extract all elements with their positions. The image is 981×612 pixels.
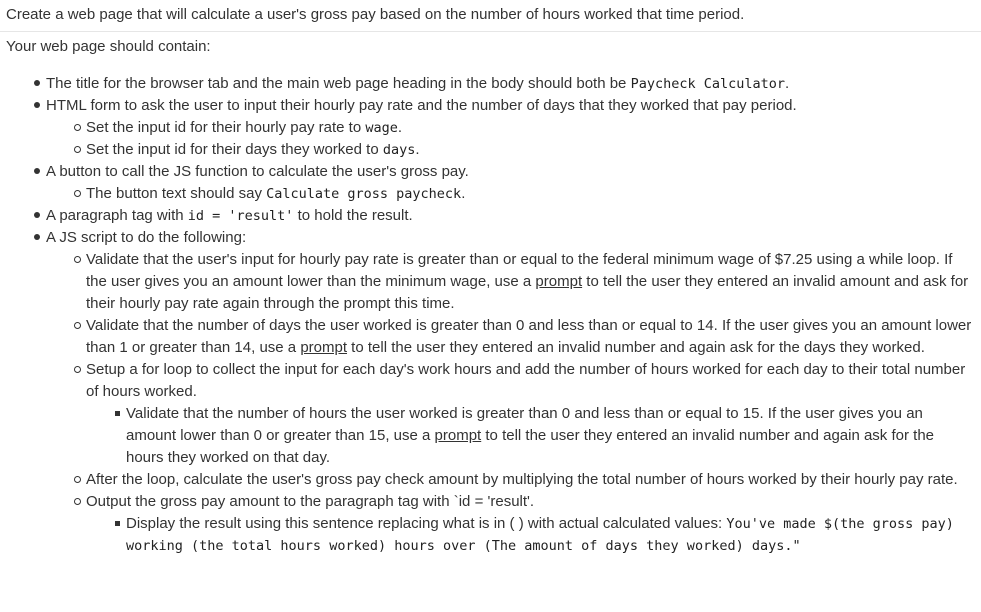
square-bullet-icon: [109, 513, 125, 535]
list-item-wage: Set the input id for their hourly pay rate to wage.: [0, 117, 975, 139]
loop-sublist: [86, 403, 975, 469]
circle-bullet-icon: [69, 249, 85, 271]
bullet-icon: [29, 161, 45, 183]
bullet-icon: [29, 95, 45, 117]
list-item-output: Output the gross pay amount to the paragraph tag with `id = 'result'. Display the result using this sentence replacing what is in ( ) with actual calculated values: You've made $(the gross pay) working (the total hours worked) hours over (The amount of days they worked) days.": [0, 491, 975, 557]
contain-heading: Your web page should contain:: [6, 38, 211, 55]
list-item-button-text: The button text should say Calculate gross paycheck.: [0, 183, 975, 205]
form-sublist: [46, 117, 975, 161]
code-output-sentence: You've made $(the gross pay) working (the total hours worked) hours over (The amount of days they worked) days.": [126, 516, 954, 554]
circle-bullet-icon: [69, 183, 85, 205]
list-item-form: HTML form to ask the user to input their hourly pay rate and the number of days that they worked that pay period. Set the input id for their hourly pay rate to wage. Set the input id for their days they worked to days.: [0, 95, 975, 161]
list-item-validate-hours: Validate that the number of hours the user worked is greater than 0 and less than or equal to 15. If the user gives you an amount lower than 0 or greater than 15, use a prompt to tell the user they entered an invalid number and again ask for the hours they worked on that day.: [0, 403, 975, 469]
list-item-title: The title for the browser tab and the main web page heading in the body should both be Paycheck Calculator.: [0, 73, 975, 95]
circle-bullet-icon: [69, 469, 85, 491]
list-item-script: A JS script to do the following: Validate that the user's input for hourly pay rate is greater than or equal to the federal minimum wage of $7.25 using a while loop. If the user gives you an amount lower than the minimum wage, use a prompt to tell the user they entered an invalid amount and ask for their hourly pay rate again through the prompt this time. Validate that the number of days the user worked is greater than 0 and less than or equal to 14. If the user gives you an amount lower than 1 or greater than 14, use a prompt to tell the user they entered an invalid number and again ask for the days they worked. Setup a for loop to collect the input for each day's work hours and add the number of hours worked for each day to their total number of hours worked. Validate that the number of hours the user worked is greater than 0 and less than or equal to 15. If the user gives you an amount lower than 0 or greater than 15, use a prompt to tell the user they entered an invalid number and again ask for the hours they worked on that day. After the loop, calculate the user's gross pay check amount by multiplying the total number of hours worked by their hourly pay rate. Output the gross pay amount to the paragraph tag with `id = 'result'. Display the result using this sentence replacing what is in ( ) with actual calculated values: You've made $(the gross pay) working (the total hours worked) hours over (The amount of days they worked) days.": [0, 227, 975, 557]
list-item-display: Display the result using this sentence replacing what is in ( ) with actual calculated values: You've made $(the gross pay) working (the total hours worked) hours over (The amount of days they worked) days.": [0, 513, 975, 557]
list-item-for-loop: Setup a for loop to collect the input for each day's work hours and add the number of hours worked for each day to their total number of hours worked. Validate that the number of hours the user worked is greater than 0 and less than or equal to 15. If the user gives you an amount lower than 0 or greater than 15, use a prompt to tell the user they entered an invalid number and again ask for the hours they worked on that day.: [0, 359, 975, 469]
script-sublist: [46, 249, 975, 557]
circle-bullet-icon: [69, 117, 85, 139]
circle-bullet-icon: [69, 359, 85, 381]
prompt-link[interactable]: prompt: [535, 273, 583, 290]
circle-bullet-icon: [69, 315, 85, 337]
bullet-icon: [29, 73, 45, 95]
bullet-icon: [29, 227, 45, 249]
prompt-link[interactable]: prompt: [434, 427, 482, 444]
list-item-days: Set the input id for their days they worked to days.: [0, 139, 975, 161]
code-days: days: [382, 142, 416, 158]
requirements-list: [0, 73, 975, 557]
intro-text: Create a web page that will calculate a user's gross pay based on the number of hours worked that time period.: [6, 6, 745, 23]
code-button-text: Calculate gross paycheck: [266, 186, 462, 202]
divider: [0, 31, 981, 32]
prompt-link[interactable]: prompt: [300, 339, 348, 356]
bullet-icon: [29, 205, 45, 227]
list-item-paragraph: A paragraph tag with id = 'result' to hold the result.: [0, 205, 975, 227]
code-result-id: id = 'result': [187, 208, 294, 224]
list-item-button: A button to call the JS function to calculate the user's gross pay. The button text should say Calculate gross paycheck.: [0, 161, 975, 205]
list-item-after-loop: After the loop, calculate the user's gross pay check amount by multiplying the total number of hours worked by their hourly pay rate.: [0, 469, 975, 491]
code-title: Paycheck Calculator: [630, 76, 785, 92]
square-bullet-icon: [109, 403, 125, 425]
list-item-validate-days: Validate that the number of days the user worked is greater than 0 and less than or equal to 14. If the user gives you an amount lower than 1 or greater than 14, use a prompt to tell the user they entered an invalid number and again ask for the days they worked.: [0, 315, 975, 359]
circle-bullet-icon: [69, 139, 85, 161]
code-wage: wage: [365, 120, 398, 136]
circle-bullet-icon: [69, 491, 85, 513]
output-sublist: [86, 513, 975, 557]
button-sublist: [46, 183, 975, 205]
list-item-validate-wage: Validate that the user's input for hourly pay rate is greater than or equal to the federal minimum wage of $7.25 using a while loop. If the user gives you an amount lower than the minimum wage, use a prompt to tell the user they entered an invalid amount and ask for their hourly pay rate again through the prompt this time.: [0, 249, 975, 315]
